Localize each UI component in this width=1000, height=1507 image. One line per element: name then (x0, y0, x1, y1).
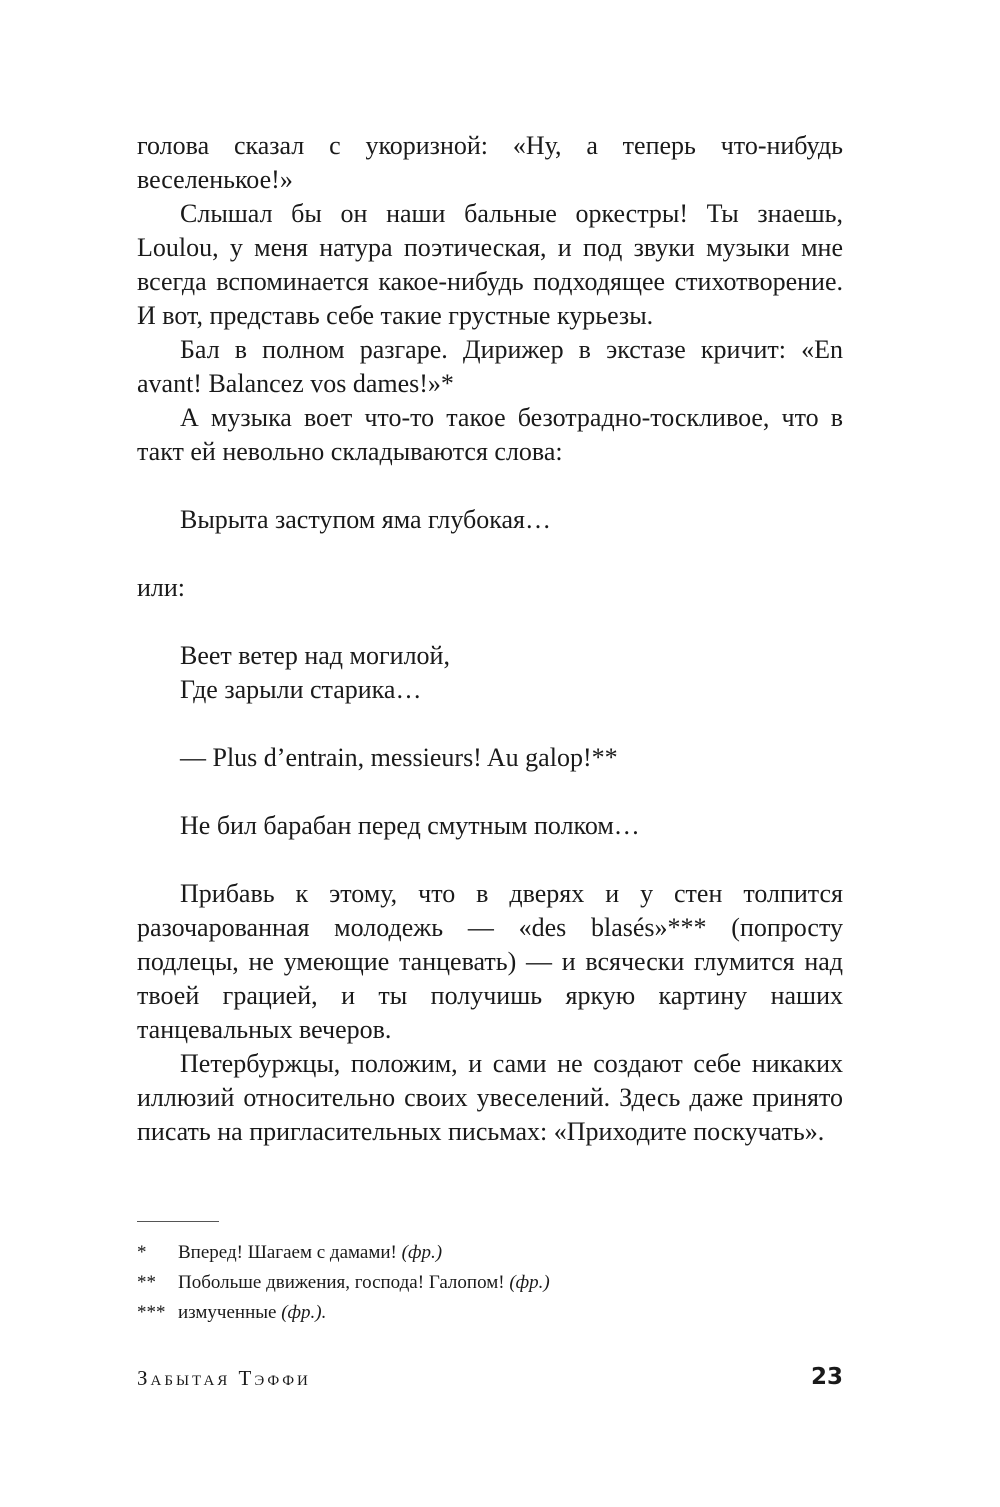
footnote (137, 1298, 843, 1328)
page-footer (137, 1366, 843, 1396)
footnote (137, 1268, 843, 1298)
verse-line: Вырыта заступом яма глубокая… (180, 505, 551, 534)
page-number: 23 (810, 1364, 843, 1390)
verse-stanza (137, 639, 843, 707)
footnote-divider (137, 1221, 219, 1222)
paragraph: Бал в полном разгаре. Дирижер в экстазе кричит: «En avant! Balancez vos dames!»* (137, 335, 843, 398)
footnote-lang: (фр.) (401, 1242, 443, 1263)
paragraph: Прибавь к этому, что в дверях и у стен толпится разочарованная молодежь — «des blasés»*** (попросту подлецы, не умеющие танцевать) — и всячески глумится над твоей грацией, и ты получишь яркую картину наших танцевальных вечеров. (137, 879, 843, 1044)
footnote-text: Вперед! Шагаем с дамами! (178, 1242, 397, 1263)
footnote-lang: (фр.) (509, 1272, 550, 1293)
main-text (137, 129, 843, 1149)
paragraph: голова сказал с укоризной: «Ну, а теперь что-нибудь веселенькое!» (137, 131, 843, 194)
footnote-text: Побольше движения, господа! Галопом! (178, 1272, 505, 1293)
footnote-mark: ** (137, 1272, 156, 1293)
footnote (137, 1238, 843, 1268)
paragraph: Петербуржцы, положим, и сами не создают себе никаких иллюзий относительно своих увеселений. Здесь даже принято писать на пригласительных письмах: «Приходите поскучать». (137, 1049, 843, 1146)
paragraph: А музыка воет что-то такое безотрадно-тоскливое, что в такт ей невольно складываются слова: (137, 403, 843, 466)
connector-text: или: (137, 573, 186, 602)
verse-line: Веет ветер над могилой, (180, 641, 450, 670)
running-title: Забытая Тэффи (137, 1366, 311, 1390)
paragraph: Слышал бы он наши бальные оркестры! Ты знаешь, Loulou, у меня натура поэтическая, и под звуки музыки мне всегда вспоминается какое-нибудь подходящее стихотворение. И вот, представь себе такие грустные курьезы. (137, 199, 843, 330)
footnote-text: измученные (178, 1302, 277, 1323)
verse-line: Не бил барабан перед смутным полком… (180, 811, 640, 840)
dialogue-line: — Plus d’entrain, messieurs! Au galop!** (180, 743, 618, 772)
footnote-lang: (фр.). (281, 1302, 327, 1323)
verse-line: Где зарыли старика… (180, 675, 422, 704)
footnotes (137, 1238, 843, 1328)
footnote-mark: *** (137, 1302, 166, 1323)
footnote-mark: * (137, 1242, 147, 1263)
